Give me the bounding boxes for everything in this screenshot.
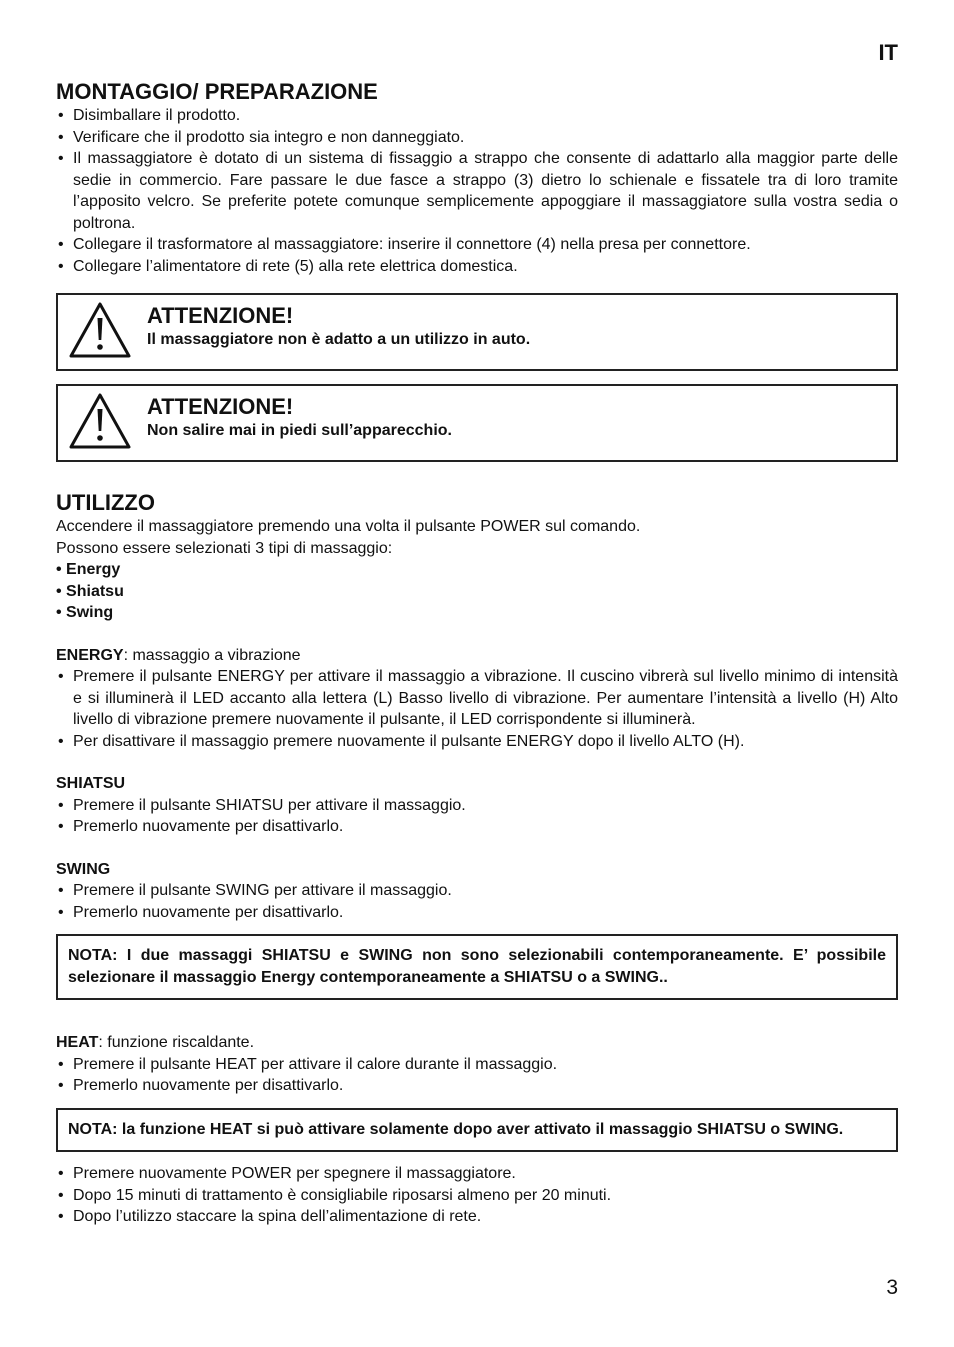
warning-triangle-icon [68,391,132,451]
swing-heading: SWING [56,860,111,878]
list-item: • Collegare l’alimentatore di rete (5) alla rete elettrica domestica. [56,256,898,278]
list-item: • Premere nuovamente POWER per spegnere il massaggiatore. [56,1163,898,1185]
list-item: • Premerlo nuovamente per disattivarlo. [56,816,898,838]
list-item: • Premere il pulsante SHIATSU per attivare il massaggio. [56,795,898,817]
list-item: • Premerlo nuovamente per disattivarlo. [56,902,898,924]
list-item: • Disimballare il prodotto. [56,105,898,127]
heat-heading [56,1032,898,1054]
page-number: 3 [886,1276,898,1299]
massage-types-list [56,559,898,624]
note-box-massage: NOTA: I due massaggi SHIATSU e SWING non sono selezionabili contemporaneamente. E’ possibile selezionare il massaggio Energy contemporaneamente a SHIATSU o a SWING.. [56,934,898,1000]
warning-text: Il massaggiatore non è adatto a un utilizzo in auto. [147,331,531,348]
montaggio-list [56,105,898,277]
list-item: • Premere il pulsante SWING per attivare il massaggio. [56,880,898,902]
heat-label: HEAT [56,1034,99,1051]
warning-box-car [56,293,898,371]
note-box-heat: NOTA: la funzione HEAT si può attivare solamente dopo aver attivato il massaggio SHIATSU o SWING. [56,1108,898,1153]
warning-title: ATTENZIONE! [147,303,294,328]
list-item: • Premere il pulsante HEAT per attivare il calore durante il massaggio. [56,1054,898,1076]
energy-description: : massaggio a vibrazione [123,646,301,664]
massage-type-item: • Swing [56,604,114,621]
list-item: • Dopo l’utilizzo staccare la spina dell’alimentazione di rete. [56,1206,898,1228]
shiatsu-heading: SHIATSU [56,775,126,792]
massage-type-item: • Energy [56,561,121,578]
energy-label: ENERGY [56,646,124,664]
massage-type-item: • Shiatsu [56,582,124,600]
warning-text: Non salire mai in piedi sull’apparecchio. [147,422,452,439]
final-list [56,1163,898,1228]
intro-line: Possono essere selezionati 3 tipi di massaggio: [56,539,393,557]
energy-heading [56,645,898,667]
list-item: • Il massaggiatore è dotato di un sistema di fissaggio a strappo che consente di adattarlo alla maggior parte delle sedie in commercio. Fare passare le due fasce a strappo (3) dietro lo schienale e fissatele tra di loro tramite l’apposito velcro. Se preferite potete comunque semplicemente appoggiare il massaggiatore sulla vostra sedia o poltrona. [56,148,898,234]
list-item: • Collegare il trasformatore al massaggiatore: inserire il connettore (4) nella presa per connettore. [56,234,898,256]
shiatsu-list [56,795,898,838]
energy-list [56,666,898,752]
language-code: IT [878,40,898,65]
warning-box-standing [56,384,898,462]
heat-description: : funzione riscaldante. [98,1034,255,1051]
list-item: • Dopo 15 minuti di trattamento è consigliabile riposarsi almeno per 20 minuti. [56,1185,898,1207]
list-item: • Verificare che il prodotto sia integro e non danneggiato. [56,127,898,149]
intro-line: Accendere il massaggiatore premendo una volta il pulsante POWER sul comando. [56,518,641,535]
list-item: • Premere il pulsante ENERGY per attivare il massaggio a vibrazione. Il cuscino vibrerà sul livello minimo di intensità e si illuminerà il LED accanto alla lettera (L) Basso livello di vibrazione. Per aumentare l’intensità a livello (H) Alto livello di vibrazione premere nuovamente il pulsante, il LED corrispondente si illuminerà. [56,666,898,731]
list-item: • Premerlo nuovamente per disattivarlo. [56,1075,898,1097]
page-content [56,79,898,1228]
section-title-utilizzo: UTILIZZO [56,490,155,515]
swing-list [56,880,898,923]
warning-triangle-icon [68,300,132,360]
section-title-montaggio: MONTAGGIO/ PREPARAZIONE [56,79,378,104]
warning-title: ATTENZIONE! [147,394,294,419]
heat-list [56,1054,898,1097]
list-item: • Per disattivare il massaggio premere nuovamente il pulsante ENERGY dopo il livello ALTO (H). [56,731,898,753]
